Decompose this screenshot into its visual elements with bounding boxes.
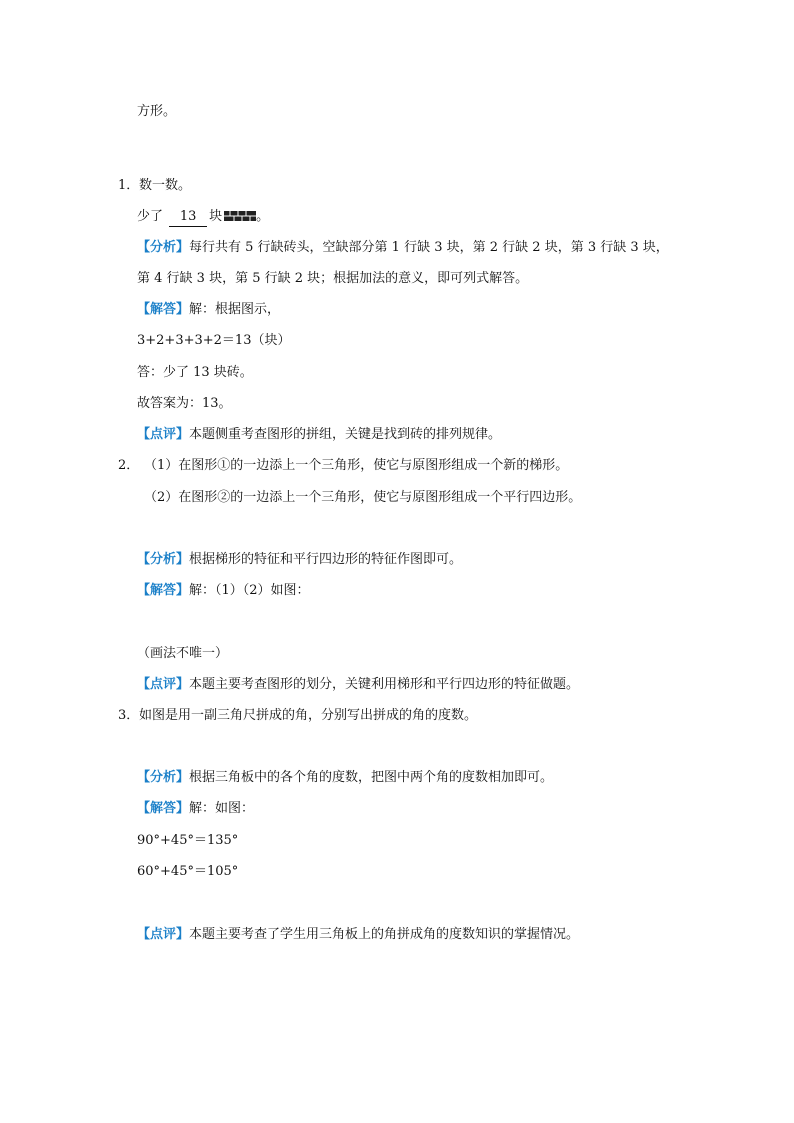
q3-comment [137,926,579,944]
question-1-fill [137,208,269,227]
q1-answer-text: 答：少了 13 块砖。 [137,365,253,380]
question-2-number: 2． [118,458,140,473]
question-2-part2: （2）在图形②的一边添上一个三角形，使它与原图形组成一个平行四边形。 [144,490,582,505]
q3-equation-1: 90°+45°＝135° [137,833,239,848]
comment-text: 本题侧重考查图形的拼组，关键是找到砖的排列规律。 [189,427,502,442]
question-1-number: 1． [118,178,140,193]
q2-comment [137,676,579,694]
q1-equation: 3+2+3+3+2＝13（块） [137,333,291,348]
analysis-tag: 【分析】 [137,552,190,567]
q1-comment [137,426,501,444]
comment-text: 本题主要考查图形的划分，关键利用梯形和平行四边形的特征做题。 [189,677,580,692]
solution-text: 解：（1）（2）如图： [189,583,310,598]
solution-tag: 【解答】 [137,583,190,598]
q1-analysis-line1 [137,239,669,257]
comment-text: 本题主要考查了学生用三角板上的角拼成角的度数知识的掌握情况。 [189,927,580,942]
intro-text: 方形。 [137,104,177,119]
comment-tag: 【点评】 [137,427,190,442]
fill-prefix: 少了 [137,209,164,224]
analysis-tag: 【分析】 [137,240,190,255]
question-2-part1: （1）在图形①的一边添上一个三角形，使它与原图形组成一个新的梯形。 [144,458,569,473]
brick-icon [224,211,256,221]
fill-suffix: 块 [209,209,223,224]
analysis-text: 根据梯形的特征和平行四边形的特征作图即可。 [189,552,463,567]
comment-tag: 【点评】 [137,677,190,692]
question-3-number: 3． [118,708,140,723]
q2-note: （画法不唯一） [137,646,229,661]
solution-text: 解：如图： [189,801,255,816]
fill-end: 。 [256,209,270,224]
analysis-tag: 【分析】 [137,770,190,785]
q2-solution [137,582,310,600]
q3-solution [137,800,254,818]
q2-analysis [137,551,462,569]
q1-final-answer: 故答案为：13。 [137,396,232,411]
analysis-text: 每行共有 5 行缺砖头，空缺部分第 1 行缺 3 块，第 2 行缺 2 块，第 3 行缺 3 块， [189,240,669,255]
solution-tag: 【解答】 [137,801,190,816]
comment-tag: 【点评】 [137,927,190,942]
q1-analysis-line2: 第 4 行缺 3 块，第 5 行缺 2 块；根据加法的意义，即可列式解答。 [137,271,529,286]
solution-text: 解：根据图示， [189,302,281,317]
question-3-title: 如图是用一副三角尺拼成的角，分别写出拼成的角的度数。 [139,708,478,723]
analysis-text: 根据三角板中的各个角的度数，把图中两个角的度数相加即可。 [189,770,554,785]
question-1-title: 数一数。 [139,178,192,193]
q1-solution [137,301,280,319]
answer-blank: 13 [169,208,207,227]
solution-tag: 【解答】 [137,302,190,317]
q3-analysis [137,769,553,787]
q3-equation-2: 60°+45°＝105° [137,864,239,879]
